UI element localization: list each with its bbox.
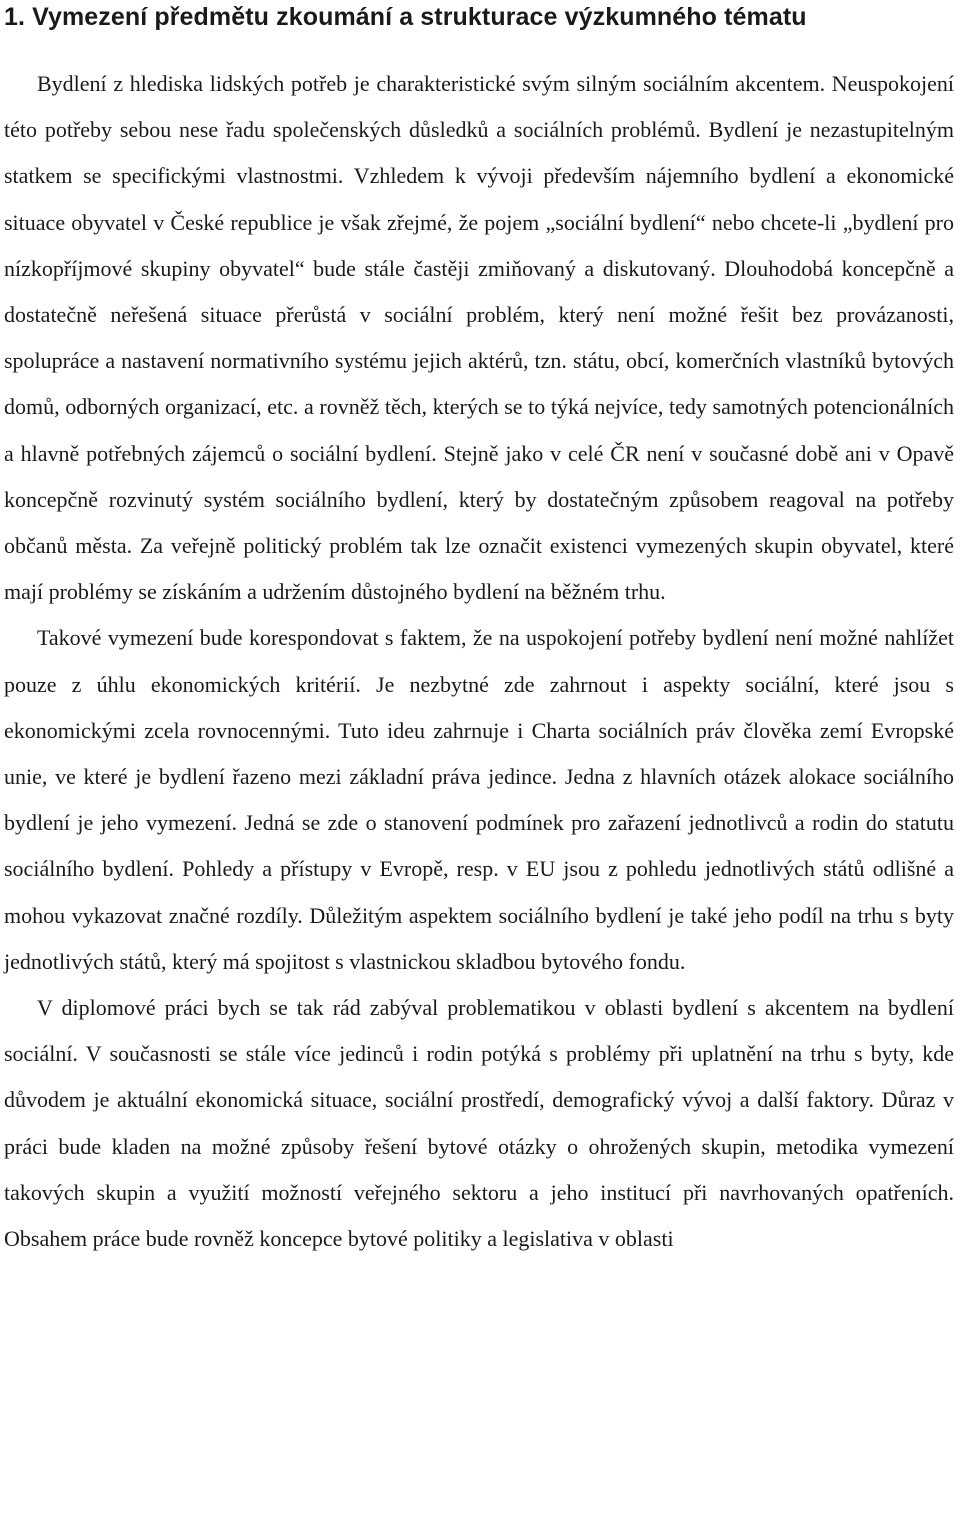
paragraph-3: V diplomové práci bych se tak rád zabýval problematikou v oblasti bydlení s akcentem na bydlení sociální. V současnosti se stále více jedinců i rodin potýká s problémy při uplatnění na trhu s byty, kde důvodem je aktuální ekonomická situace, sociální prostředí, demografický vývoj a další faktory. Důraz v práci bude kladen na možné způsoby řešení bytové otázky o ohrožených skupin, metodika vymezení takových skupin a využití možností veřejného sektoru a jeho institucí při navrhovaných opatřeních. Obsahem práce bude rovněž koncepce bytové politiky a legislativa v oblasti — [4, 995, 954, 1252]
paragraph-1: Bydlení z hlediska lidských potřeb je charakteristické svým silným sociálním akcentem. Neuspokojení této potřeby sebou nese řadu společenských důsledků a sociálních problémů. Bydlení je nezastupitelným statkem se specifickými vlastnostmi. Vzhledem k vývoji především nájemního bydlení a ekonomické situace obyvatel v České republice je však zřejmé, že pojem „sociální bydlení“ nebo chcete-li „bydlení pro nízkopříjmové skupiny obyvatel“ bude stále častěji zmiňovaný a diskutovaný. Dlouhodobá koncepčně a dostatečně neřešená situace přerůstá v sociální problém, který není možné řešit bez provázanosti, spolupráce a nastavení normativního systému jejich aktérů, tzn. státu, obcí, komerčních vlastníků bytových domů, odborných organizací, etc. a rovněž těch, kterých se to týká nejvíce, tedy samotných potencionálních a hlavně potřebných zájemců o sociální bydlení. Stejně jako v celé ČR není v současné době ani v Opavě koncepčně rozvinutý systém sociálního bydlení, který by dostatečným způsobem reagoval na potřeby občanů města. Za veřejně politický problém tak lze označit existenci vymezených skupin obyvatel, které mají problémy se získáním a udržením důstojného bydlení na běžném trhu. — [4, 71, 954, 605]
section-heading: 1. Vymezení předmětu zkoumání a strukturace výzkumného tématu — [4, 3, 807, 31]
paragraph-2: Takové vymezení bude korespondovat s faktem, že na uspokojení potřeby bydlení není možné nahlížet pouze z úhlu ekonomických kritérií. Je nezbytné zde zahrnout i aspekty sociální, které jsou s ekonomickými zcela rovnocennými. Tuto ideu zahrnuje i Charta sociálních práv člověka zemí Evropské unie, ve které je bydlení řazeno mezi základní práva jedince. Jedna z hlavních otázek alokace sociálního bydlení je jeho vymezení. Jedná se zde o stanovení podmínek pro zařazení jednotlivců a rodin do statutu sociálního bydlení. Pohledy a přístupy v Evropě, resp. v EU jsou z pohledu jednotlivých států odlišné a mohou vykazovat značné rozdíly. Důležitým aspektem sociálního bydlení je také jeho podíl na trhu s byty jednotlivých států, který má spojitost s vlastnickou skladbou bytového fondu. — [4, 625, 954, 974]
